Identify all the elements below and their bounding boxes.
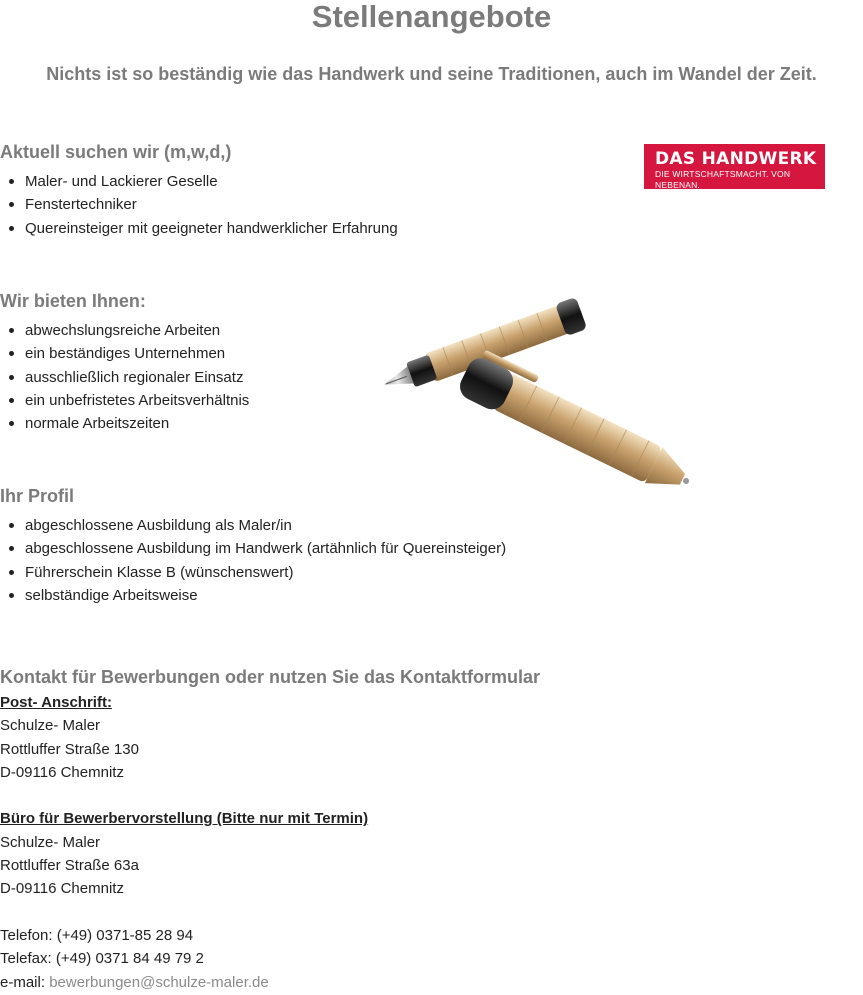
spacer xyxy=(0,784,368,807)
das-handwerk-logo[interactable] xyxy=(644,144,825,189)
contact-block xyxy=(0,691,368,994)
post-address-label: Post- Anschrift: xyxy=(0,694,112,711)
email-link[interactable]: bewerbungen@schulze-maler.de xyxy=(49,973,269,991)
list-item: ein beständiges Unternehmen xyxy=(25,342,249,365)
profile-list xyxy=(0,514,506,607)
office-address-line: Rottluffer Straße 63a xyxy=(0,857,139,875)
offer-list xyxy=(0,319,249,435)
email-label: e-mail: xyxy=(0,973,50,991)
list-item: ausschließlich regionaler Einsatz xyxy=(25,366,249,389)
list-item: Führerschein Klasse B (wünschenswert) xyxy=(25,561,506,584)
fax-number: Telefax: (+49) 0371 84 49 79 2 xyxy=(0,950,204,968)
list-item: Quereinsteiger mit geeigneter handwerklicher Erfahrung xyxy=(25,217,398,240)
office-address-line: Schulze- Maler xyxy=(0,833,101,851)
offer-heading: Wir bieten Ihnen: xyxy=(0,291,146,311)
spacer xyxy=(0,901,368,924)
phone-number: Telefon: (+49) 0371-85 28 94 xyxy=(0,926,194,944)
post-address-line: Schulze- Maler xyxy=(0,717,101,735)
post-address-line: D-09116 Chemnitz xyxy=(0,763,124,781)
list-item: Fenstertechniker xyxy=(25,193,398,216)
list-item: abwechslungsreiche Arbeiten xyxy=(25,319,249,342)
pens-image xyxy=(355,285,735,490)
logo-wordmark: DAS HANDWERK xyxy=(655,149,817,169)
list-item: Maler- und Lackierer Geselle xyxy=(25,170,398,193)
page-subtitle: Nichts ist so beständig wie das Handwerk und seine Traditionen, auch im Wandel der Zeit. xyxy=(46,64,817,84)
logo-tagline: DIE WIRTSCHAFTSMACHT. VON NEBENAN. xyxy=(655,169,791,190)
post-address-line: Rottluffer Straße 130 xyxy=(0,740,139,758)
profile-heading: Ihr Profil xyxy=(0,486,75,506)
office-address-label: Büro für Bewerbervorstellung (Bitte nur mit Termin) xyxy=(0,810,369,828)
list-item: ein unbefristetes Arbeitsverhältnis xyxy=(25,389,249,412)
list-item: abgeschlossene Ausbildung als Maler/in xyxy=(25,514,506,537)
seeking-heading: Aktuell suchen wir (m,w,d,) xyxy=(0,142,232,162)
list-item: normale Arbeitszeiten xyxy=(25,412,249,435)
contact-heading: Kontakt für Bewerbungen oder nutzen Sie das Kontaktformular xyxy=(0,667,541,687)
email-line xyxy=(0,971,368,994)
seeking-list xyxy=(0,170,398,240)
office-address-line: D-09116 Chemnitz xyxy=(0,880,124,898)
list-item: selbständige Arbeitsweise xyxy=(25,584,506,607)
page-title: Stellenangebote xyxy=(311,0,552,34)
list-item: abgeschlossene Ausbildung im Handwerk (artähnlich für Quereinsteiger) xyxy=(25,537,506,560)
